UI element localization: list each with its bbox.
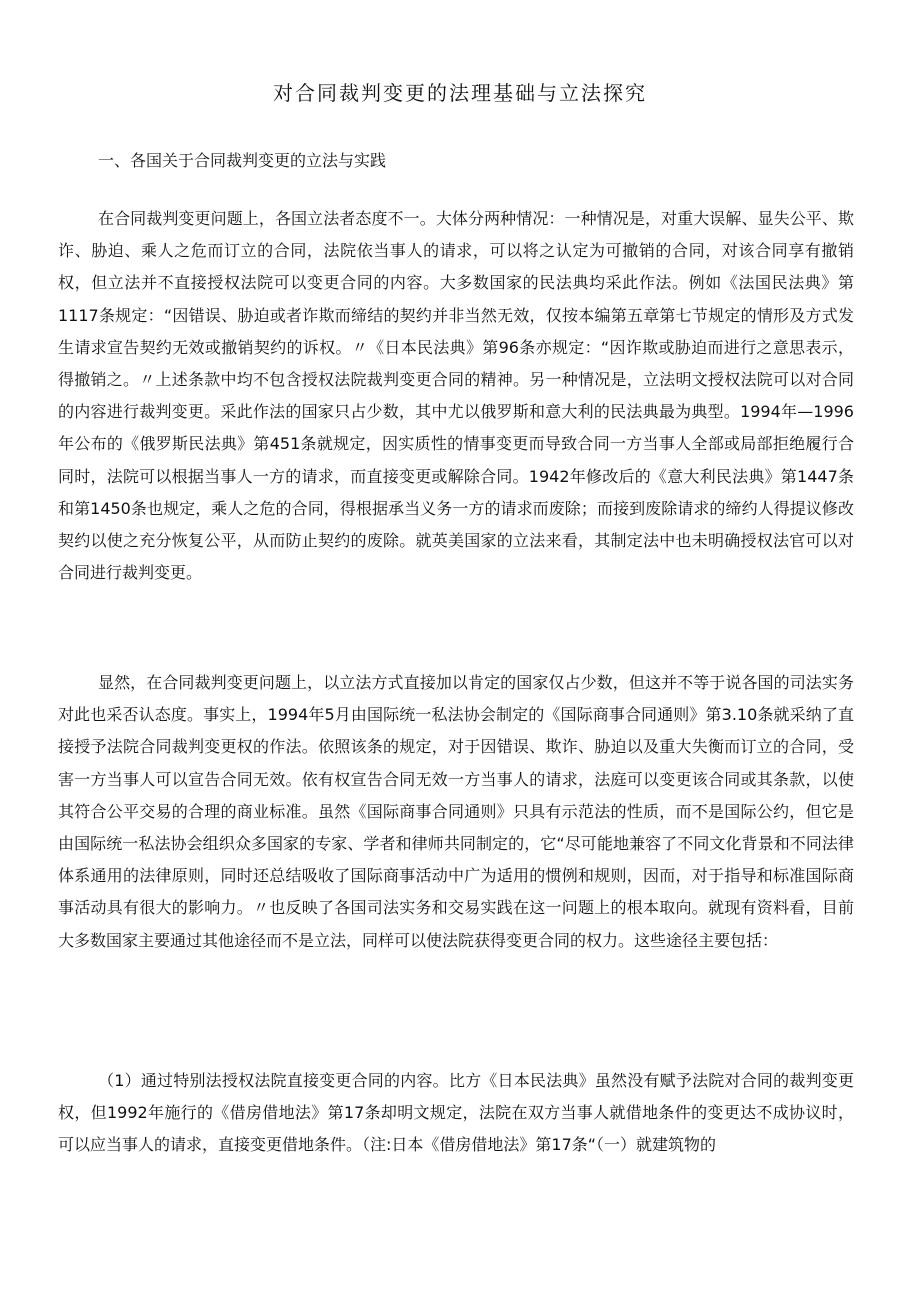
body-paragraph-2: 显然，在合同裁判变更问题上，以立法方式直接加以肯定的国家仅占少数，但这并不等于说各国的司法实务对此也采否认态度。事实上，1994年5月由国际统一私法协会制定的《国际商事合同通则》第3.10条就采纳了直接授予法院合同裁判变更权的作法。依照该条的规定，对于因错误、欺诈、胁迫以及重大失衡而订立的合同，受害一方当事人可以宣告合同无效。依有权宣告合同无效一方当事人的请求，法庭可以变更该合同或其条款，以使其符合公平交易的合理的商业标准。虽然《国际商事合同通则》只具有示范法的性质，而不是国际公约，但它是由国际统一私法协会组织众多国家的专家、学者和律师共同制定的，它“尽可能地兼容了不同文化背景和不同法律体系通用的法律原则，同时还总结吸收了国际商事活动中广为适用的惯例和规则，因而，对于指导和标准国际商事活动具有很大的影响力。〃也反映了各国司法实务和交易实践在这一问题上的根本取向。就现有资料看，目前大多数国家主要通过其他途径而不是立法，同样可以使法院获得变更合同的权力。这些途径主要包括：	[58, 673, 854, 950]
section-heading: 一、各国关于合同裁判变更的立法与实践	[98, 151, 387, 170]
body-paragraph-3: （1）通过特别法授权法院直接变更合同的内容。比方《日本民法典》虽然没有赋予法院对合同的裁判变更权，但1992年施行的《借房借地法》第17条却明文规定，法院在双方当事人就借地条件的变更达不成协议时，可以应当事人的请求，直接变更借地条件。（注:日本《借房借地法》第17条“（一）就建筑物的	[58, 1071, 854, 1155]
document-title: 对合同裁判变更的法理基础与立法探究	[273, 81, 647, 105]
body-paragraph-1: 在合同裁判变更问题上，各国立法者态度不一。大体分两种情况：一种情况是，对重大误解、显失公平、欺诈、胁迫、乘人之危而订立的合同，法院依当事人的请求，可以将之认定为可撤销的合同，对该合同享有撤销权，但立法并不直接授权法院可以变更合同的内容。大多数国家的民法典均采此作法。例如《法国民法典》第1117条规定：“因错误、胁迫或者诈欺而缔结的契约并非当然无效，仅按本编第五章第七节规定的情形及方式发生请求宣告契约无效或撤销契约的诉权。〃《日本民法典》第96条亦规定：“因诈欺或胁迫而进行之意思表示，得撤销之。〃上述条款中均不包含授权法院裁判变更合同的精神。另一种情况是，立法明文授权法院可以对合同的内容进行裁判变更。采此作法的国家只占少数，其中尤以俄罗斯和意大利的民法典最为典型。1994年—1996年公布的《俄罗斯民法典》第451条就规定，因实质性的情事变更而导致合同一方当事人全部或局部拒绝履行合同时，法院可以根据当事人一方的请求，而直接变更或解除合同。1942年修改后的《意大利民法典》第1447条和第1450条也规定，乘人之危的合同，得根据承当义务一方的请求而废除；而接到废除请求的缔约人得提议修改契约以使之充分恢复公平，从而防止契约的废除。就英美国家的立法来看，其制定法中也未明确授权法官可以对合同进行裁判变更。	[58, 209, 854, 583]
